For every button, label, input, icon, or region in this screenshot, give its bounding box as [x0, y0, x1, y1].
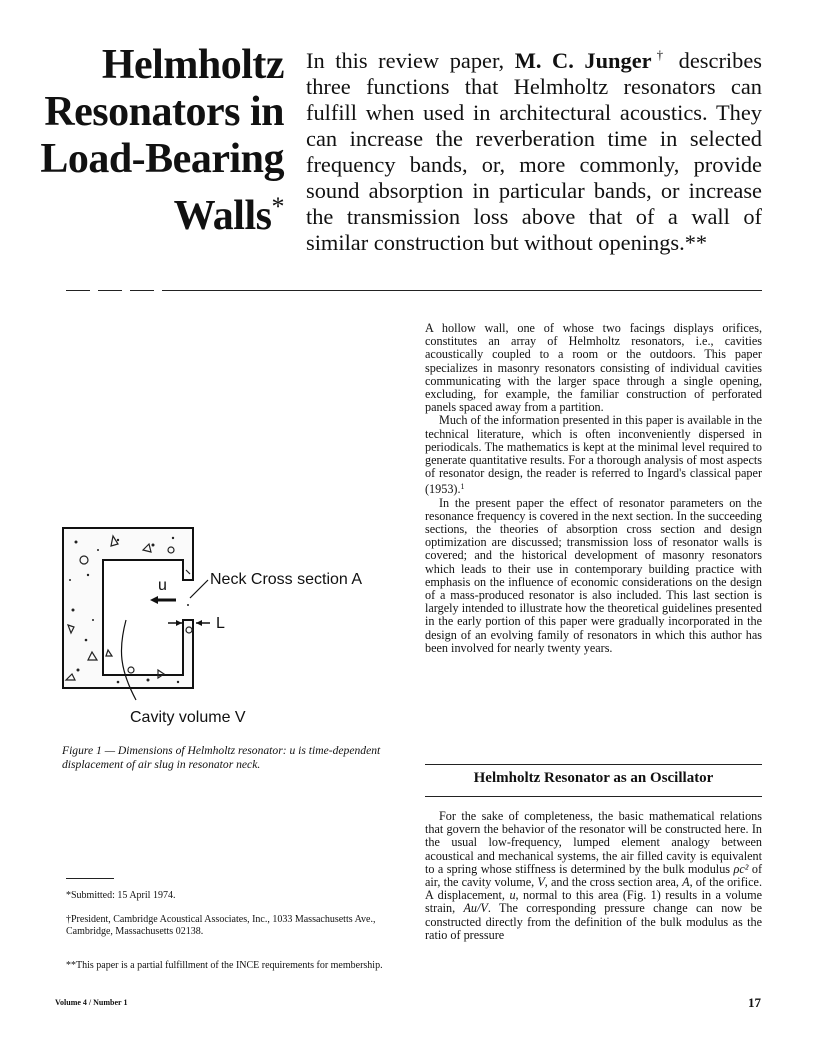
neck-pointer — [190, 580, 208, 598]
title-footnote-marker: * — [271, 192, 284, 221]
label-u: u — [158, 577, 167, 594]
body-paragraph-2-text: Much of the information presented in this paper is available in the technical literature, which is often inconveniently dispersed in periodicals. The mathematics is kept at the minimal level required to generate quantitative results. For a thorough analysis of most aspects of resonator design, the reader is referred to Ingard's classical paper (1953). — [425, 413, 762, 497]
intro-abstract — [306, 42, 762, 256]
body-paragraph-1: A hollow wall, one of whose two facings displays orifices, constitutes an array of Helmholtz resonators, i.e., cavities acoustically coupled to a room or the outdoors. This paper specializes in masonry resonators consisting of individual cavities communicating with the larger space through a single opening, excluding, for example, the familiar construction of perforated panels spaced away from a partition. — [425, 321, 762, 415]
intro-pre: In this review paper, — [306, 48, 515, 73]
label-L: L — [216, 615, 225, 632]
resonator-diagram — [58, 520, 408, 740]
body-paragraph-2 — [425, 414, 762, 496]
section-rule — [425, 764, 762, 765]
section-rule — [425, 796, 762, 797]
page-number: 17 — [748, 995, 761, 1010]
separator-rule — [66, 290, 90, 291]
body-paragraph-3: In the present paper the effect of resonator parameters on the resonance frequency is covered in the next section. In the succeeding sections, the theories of absorption cross section and design optimization are discussed; transmission loss of resonator walls is covered; and the historical development of masonry resonators which leads to their use in contemporary building practice with emphasis on the influence of economic considerations on the design of a mass-produced resonator is also included. This last section is largely intended to illustrate how the theoretical guidelines presented in the early portion of this paper were gradually incorporated in the design of an evolving family of resonators in which this author has been involved for nearly twenty years. — [425, 495, 762, 655]
body-column-right — [425, 322, 762, 655]
footnote-membership: **This paper is a partial fulfillment of the INCE requirements for membership. — [66, 960, 383, 971]
footnote-affiliation: †President, Cambridge Acoustical Associates, Inc., 1033 Massachusetts Ave., Cambridge, Massachusetts 02138. — [66, 914, 376, 937]
section-heading: Helmholtz Resonator as an Oscillator — [473, 770, 714, 786]
reference-marker: 1 — [460, 482, 465, 492]
title-line-3: Load-Bearing — [40, 136, 284, 182]
label-cavity-volume: Cavity volume V — [130, 709, 246, 726]
body-paragraph-4: For the sake of completeness, the basic mathematical relations that govern the behavior of the resonator will be constructed here. In the usual low-frequency, lumped element analogy between acoustical and mechanical systems, the air filled cavity is equivalent to a spring whose stiffness is determined by the bulk modulus ρc² of air, the cavity volume, V, and the cross section area, A, of the orifice. A displacement, u, normal to this area (Fig. 1) results in a volume strain, Au/V. The corresponding pressure change can now be constructed directly from the definition of the bulk modulus as the ratio of pressure — [425, 809, 763, 942]
intro-dagger: † — [651, 47, 669, 62]
separator-rule — [162, 290, 762, 291]
label-neck-cross-section: Neck Cross section A — [210, 571, 363, 588]
intro-post: describes three functions that Helmholtz resonators can fulfill when used in architectural acoustics. They can increase the reverberation time in selected frequency bands, or, more commonly, provide sound absorption in particular bands, or increase the transmission loss above that of a wall of similar construction but without openings.** — [306, 48, 762, 255]
figure-caption: Figure 1 — Dimensions of Helmholtz resonator: u is time-dependent displacement of air slug in resonator neck. — [62, 744, 381, 771]
footnote-rule — [66, 878, 114, 879]
title-line-4: Walls — [173, 193, 272, 239]
arrow-head-icon — [150, 596, 158, 604]
separator-rule — [130, 290, 154, 291]
footnote-submitted: *Submitted: 15 April 1974. — [66, 890, 176, 901]
intro-author: M. C. Junger — [514, 48, 652, 73]
article-title — [34, 42, 284, 240]
journal-volume: Volume 4 / Number 1 — [55, 998, 128, 1007]
title-line-2: Resonators in — [44, 89, 284, 135]
separator-rule — [98, 290, 122, 291]
title-line-1: Helmholtz — [101, 42, 284, 88]
